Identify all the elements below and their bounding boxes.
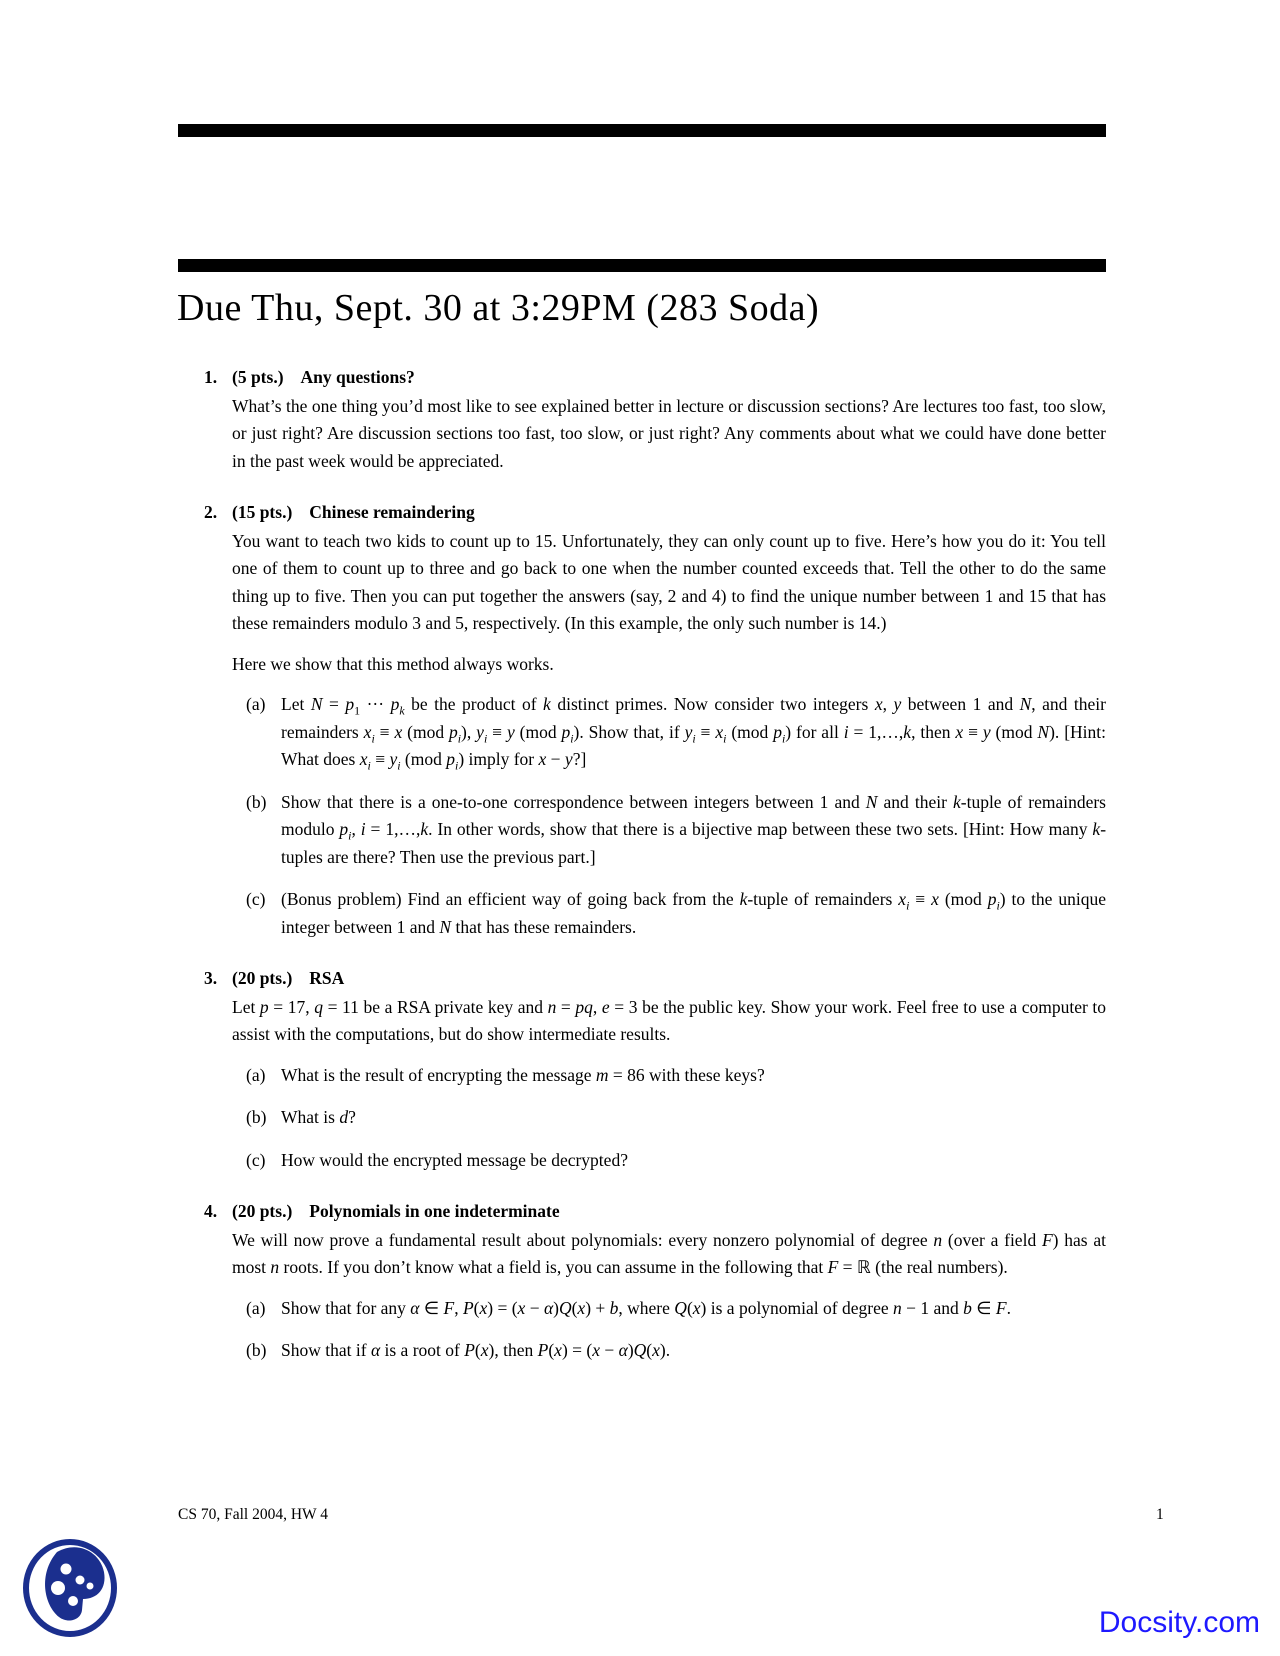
subitem-a — [232, 1295, 1106, 1323]
problem-title: Chinese remaindering — [309, 502, 475, 522]
subitem-label: (a) — [246, 1297, 266, 1318]
page-title: Due Thu, Sept. 30 at 3:29PM (283 Soda) — [177, 287, 820, 329]
subitem-label: (c) — [246, 1149, 266, 1170]
problem-number: 1. — [204, 367, 218, 387]
subitem-text: How would the encrypted message be decrypted? — [281, 1149, 628, 1170]
problem-points: (20 pts.) — [232, 968, 293, 988]
problem-3 — [178, 965, 1106, 1174]
subitem-b — [232, 1104, 1106, 1132]
problem-heading — [232, 1198, 1106, 1226]
subitem-text: Show that if α is a root of P(x), then P(x) = (x − α)Q(x). — [281, 1340, 671, 1360]
subitem-text: What is d? — [281, 1107, 356, 1127]
subitem-c — [232, 1147, 1106, 1175]
subitem-b — [232, 1337, 1106, 1365]
subitem-list — [232, 1062, 1106, 1175]
subitem-label: (b) — [246, 1340, 267, 1360]
problems-list — [178, 364, 1106, 1365]
problem-title: Any questions? — [300, 367, 415, 387]
problem-paragraph: What’s the one thing you’d most like to see explained better in lecture or discussion sections? Are lectures too fast, too slow, or just right? Are discussion sections too fast, too slow, or just right? Any comments about what we could have done better in the past week would be appreciated. — [232, 395, 1106, 471]
problem-points: (5 pts.) — [232, 367, 284, 387]
problem-heading — [232, 364, 1106, 392]
problem-heading — [232, 965, 1106, 993]
problem-paragraph: We will now prove a fundamental result about polynomials: every nonzero polynomial of degree n (over a field F) has at most n roots. If you don’t know what a field is, you can assume in the following that F = ℝ (the real numbers). — [232, 1229, 1106, 1277]
subitem-label: (a) — [246, 694, 266, 714]
problem-1 — [178, 364, 1106, 475]
problem-title: Polynomials in one indeterminate — [309, 1201, 560, 1221]
footer-course-label: CS 70, Fall 2004, HW 4 — [178, 1506, 328, 1523]
subitem-b — [232, 789, 1106, 872]
subitem-a — [232, 1062, 1106, 1090]
page-number: 1 — [1156, 1506, 1164, 1523]
top-rule-1 — [178, 124, 1106, 137]
problem-number: 3. — [204, 968, 218, 988]
subitem-list — [232, 1295, 1106, 1365]
subitem-label: (c) — [246, 889, 266, 909]
problem-points: (20 pts.) — [232, 1201, 293, 1221]
subitem-text: (Bonus problem) Find an efficient way of going back from the k-tuple of remainders $x_i \equiv x$ (mod $p_i$) to the unique integer between 1 and N that has these remainders. — [281, 889, 1107, 937]
docsity-watermark-link[interactable]: Docsity.com — [1098, 1606, 1260, 1639]
problem-paragraph: You want to teach two kids to count up to 15. Unfortunately, they can only count up to five. Here’s how you do it: You tell one of them to count up to three and go back to one when the number counted exceeds that. Tell the other to do the same thing up to five. Then you can put together the answers (say, 2 and 4) to find the unique number between 1 and 15 that has these remainders modulo 3 and 5, respectively. (In this example, the only such number is 14.) — [232, 530, 1106, 633]
subitem-text: Show that there is a one-to-one correspondence between integers between 1 and N and their k-tuple of remainders modulo $p_i$, i = 1,…,k. In other words, show that there is a bijective map between these two sets. [Hint: How many k-tuples are there? Then use the previous part.] — [281, 791, 1107, 867]
subitem-text: What is the result of encrypting the message m = 86 with these keys? — [281, 1064, 765, 1085]
subitem-text: Show that for any α ∈ F, P(x) = (x − α)Q(x) + b, where Q(x) is a polynomial of degree n − 1 and b ∈ F. — [281, 1297, 1011, 1318]
subitem-label: (b) — [246, 791, 267, 812]
problem-number: 4. — [204, 1201, 218, 1221]
subitem-label: (a) — [246, 1064, 266, 1085]
subitem-c — [232, 886, 1106, 941]
problem-2 — [178, 499, 1106, 941]
problem-title: RSA — [309, 968, 345, 988]
problem-paragraph: Here we show that this method always works. — [232, 653, 554, 674]
problem-number: 2. — [204, 502, 218, 522]
subitem-list — [232, 691, 1106, 941]
problem-4 — [178, 1198, 1106, 1365]
problem-paragraph: Let p = 17, q = 11 be a RSA private key and n = pq, e = 3 be the public key. Show your work. Feel free to use a computer to assist with the computations, but do show intermediate results. — [232, 996, 1107, 1044]
docsity-logo-icon[interactable] — [20, 1536, 120, 1644]
top-rule-2 — [178, 259, 1106, 272]
subitem-text: Let $N = p_1$ ··· $p_k$ be the product of k distinct primes. Now consider two integers x, y between 1 and N, and their remainders $x_i \equiv x$ (mod $p_i$), $y_i \equiv y$ (mod $p_i$). Show that, if $y_i \equiv x_i$ (mod $p_i$) for all i = 1,…,k, then x ≡ y (mod N). [Hint: What does $x_i \equiv y_i$ (mod $p_i$) imply for x − y?] — [281, 694, 1107, 773]
problem-points: (15 pts.) — [232, 502, 293, 522]
subitem-label: (b) — [246, 1107, 267, 1127]
problem-heading — [232, 499, 1106, 527]
subitem-a — [232, 691, 1106, 774]
